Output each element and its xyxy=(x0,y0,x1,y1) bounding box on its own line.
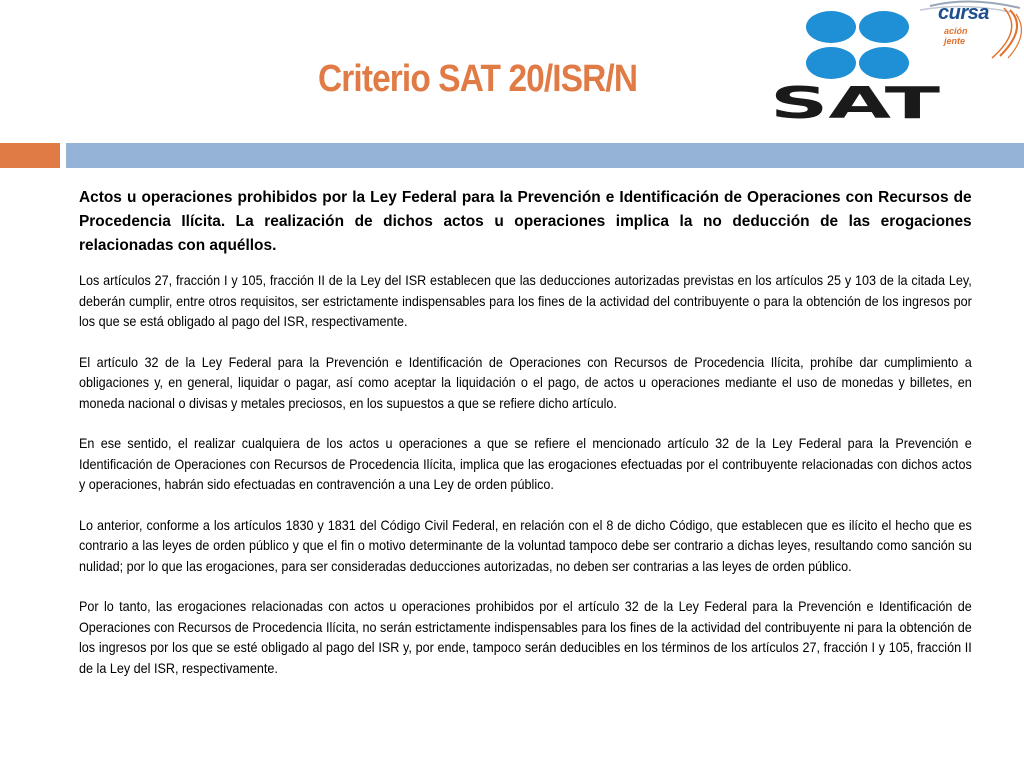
slide-content xyxy=(79,186,972,698)
slide-title: Criterio SAT 20/ISR/N xyxy=(318,58,638,100)
sat-logo-circle-2 xyxy=(859,11,909,43)
paragraph-3: En ese sentido, el realizar cualquiera de los actos u operaciones a que se refiere el mencionado artículo 32 de la Ley Federal para la Prevención e Identificación de Operaciones con Recursos de Procedencia Ilícita, implica que las erogaciones efectuadas por el contribuyente relacionadas con dichos actos y operaciones, habrán sido efectuadas en contravención a una Ley de orden público. xyxy=(79,435,972,492)
partner-tagline-1: ación xyxy=(944,26,968,36)
sat-logo-circle-1 xyxy=(806,11,856,43)
sat-logo-circle-4 xyxy=(859,47,909,79)
sat-logo xyxy=(768,8,943,123)
paragraph-1: Los artículos 27, fracción I y 105, fracción II de la Ley del ISR establecen que las deducciones autorizadas previstas en los artículos 25 y 103 de la citada Ley, deberán cumplir, entre otros requisitos, ser estrictamente indispensables para los fines de la actividad del contribuyente o para la obtención de los ingresos por los que se está obligado al pago del ISR, respectivamente. xyxy=(79,272,972,329)
partner-name: cursa xyxy=(938,2,989,24)
partner-tagline-2: jente xyxy=(944,36,966,46)
sat-logo-circle-3 xyxy=(806,47,856,79)
paragraph-5: Por lo tanto, las erogaciones relacionadas con actos u operaciones prohibidos por el artículo 32 de la Ley Federal para la Prevención e Identificación de Operaciones con Recursos de Procedencia Ilícita, no serán estrictamente indispensables para los fines de la actividad del contribuyente ni para la obtención de los ingresos por los que se esté obligado al pago del ISR y, por ende, tampoco serán deducibles en los términos de los artículos 27, fracción I y 105, fracción II de la Ley del ISR, respectivamente. xyxy=(79,598,972,676)
accent-bar-orange xyxy=(0,143,60,168)
accent-bar-blue xyxy=(66,143,1024,168)
sat-logo-text: SAT xyxy=(770,78,940,123)
paragraph-2: El artículo 32 de la Ley Federal para la Prevención e Identificación de Operaciones con Recursos de Procedencia Ilícita, prohíbe dar cumplimiento a obligaciones y, en general, liquidar o pagar, así como aceptar la liquidación o el pago, de actos u operaciones mediante el uso de monedas y billetes, en moneda nacional o divisas y metales preciosos, en los supuestos a que se refiere dicho artículo. xyxy=(79,353,972,411)
criterion-heading: Actos u operaciones prohibidos por la Ley Federal para la Prevención e Identificación de Operaciones con Recursos de Procedencia Ilícita. La realización de dichos actos u operaciones implica la no deducción de las erogaciones relacionadas con aquéllos. xyxy=(79,189,972,254)
paragraph-4: Lo anterior, conforme a los artículos 1830 y 1831 del Código Civil Federal, en relación con el 8 de dicho Código, que establecen que es ilícito el hecho que es contrario a las leyes de orden público y que el fin o motivo determinante de la voluntad tampoco debe ser contrario a dichas leyes, resultando como sanción su nulidad; por lo que las erogaciones, para ser consideradas deducciones autorizadas, no deben ser contrarias a las leyes de orden público. xyxy=(79,516,972,574)
